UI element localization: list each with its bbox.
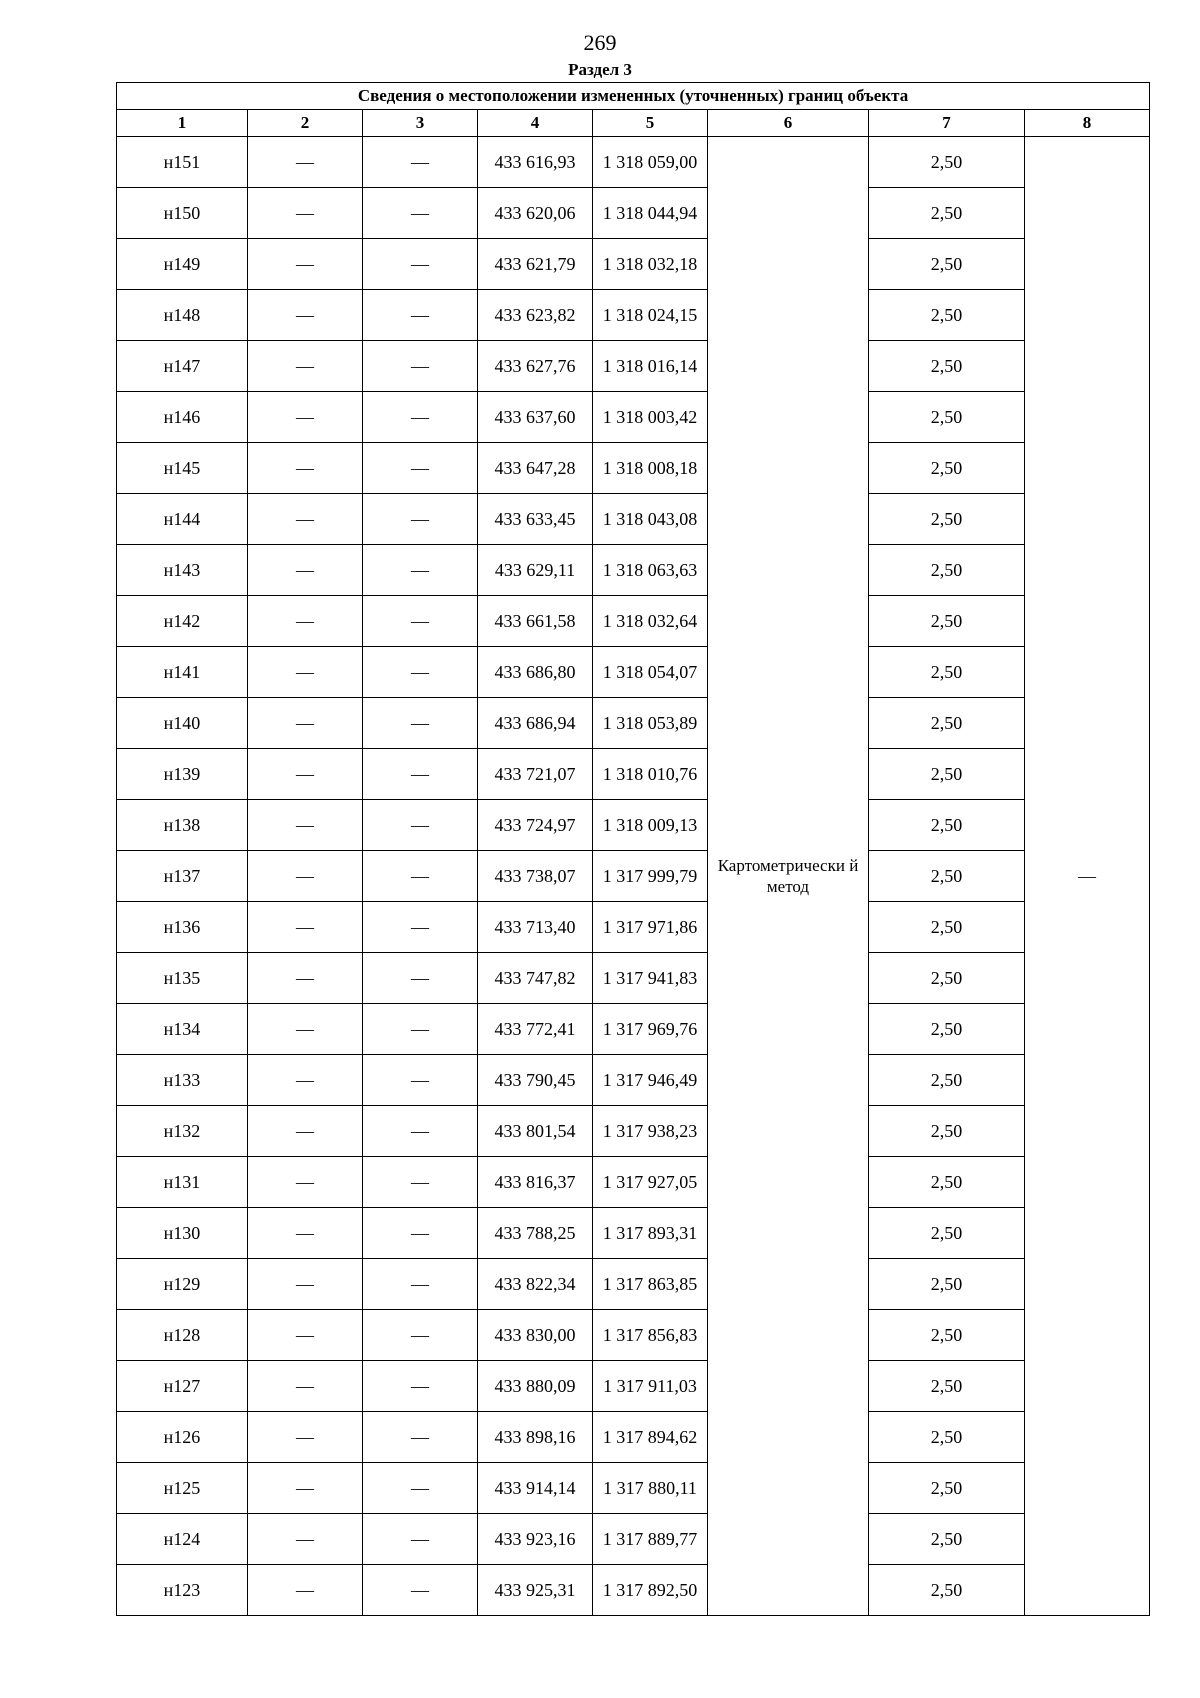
table-row — [117, 1361, 1150, 1412]
table-row — [117, 953, 1150, 1004]
accuracy-cell: 2,50 — [869, 800, 1025, 851]
table-row — [117, 596, 1150, 647]
col2-cell: — — [248, 851, 363, 902]
x-coordinate-cell: 433 790,45 — [478, 1055, 593, 1106]
point-id-cell: н131 — [117, 1157, 248, 1208]
y-coordinate-cell: 1 318 044,94 — [593, 188, 708, 239]
col3-cell: — — [363, 1412, 478, 1463]
column-number-row — [117, 110, 1150, 137]
accuracy-cell: 2,50 — [869, 137, 1025, 188]
col2-cell: — — [248, 1412, 363, 1463]
table-row — [117, 1259, 1150, 1310]
col2-cell: — — [248, 953, 363, 1004]
point-id-cell: н148 — [117, 290, 248, 341]
point-id-cell: н141 — [117, 647, 248, 698]
table-row — [117, 647, 1150, 698]
x-coordinate-cell: 433 801,54 — [478, 1106, 593, 1157]
y-coordinate-cell: 1 317 927,05 — [593, 1157, 708, 1208]
col2-cell: — — [248, 1055, 363, 1106]
col3-cell: — — [363, 1310, 478, 1361]
table-row — [117, 1514, 1150, 1565]
y-coordinate-cell: 1 318 024,15 — [593, 290, 708, 341]
accuracy-cell: 2,50 — [869, 698, 1025, 749]
col3-cell: — — [363, 698, 478, 749]
point-id-cell: н128 — [117, 1310, 248, 1361]
point-id-cell: н143 — [117, 545, 248, 596]
x-coordinate-cell: 433 620,06 — [478, 188, 593, 239]
table-row — [117, 1412, 1150, 1463]
col3-cell: — — [363, 1565, 478, 1616]
point-id-cell: н150 — [117, 188, 248, 239]
x-coordinate-cell: 433 686,80 — [478, 647, 593, 698]
accuracy-cell: 2,50 — [869, 1157, 1025, 1208]
column-number-7: 7 — [869, 110, 1025, 137]
point-id-cell: н140 — [117, 698, 248, 749]
y-coordinate-cell: 1 318 032,18 — [593, 239, 708, 290]
x-coordinate-cell: 433 627,76 — [478, 341, 593, 392]
col3-cell: — — [363, 1514, 478, 1565]
y-coordinate-cell: 1 317 863,85 — [593, 1259, 708, 1310]
table-row — [117, 1157, 1150, 1208]
column-number-2: 2 — [248, 110, 363, 137]
y-coordinate-cell: 1 317 999,79 — [593, 851, 708, 902]
accuracy-cell: 2,50 — [869, 851, 1025, 902]
table-row — [117, 1004, 1150, 1055]
x-coordinate-cell: 433 724,97 — [478, 800, 593, 851]
col2-cell: — — [248, 290, 363, 341]
accuracy-cell: 2,50 — [869, 239, 1025, 290]
point-id-cell: н129 — [117, 1259, 248, 1310]
y-coordinate-cell: 1 318 053,89 — [593, 698, 708, 749]
col2-cell: — — [248, 596, 363, 647]
column-number-5: 5 — [593, 110, 708, 137]
table-row — [117, 188, 1150, 239]
col3-cell: — — [363, 392, 478, 443]
accuracy-cell: 2,50 — [869, 596, 1025, 647]
y-coordinate-cell: 1 317 856,83 — [593, 1310, 708, 1361]
x-coordinate-cell: 433 914,14 — [478, 1463, 593, 1514]
col3-cell: — — [363, 851, 478, 902]
y-coordinate-cell: 1 317 946,49 — [593, 1055, 708, 1106]
y-coordinate-cell: 1 318 032,64 — [593, 596, 708, 647]
accuracy-cell: 2,50 — [869, 443, 1025, 494]
x-coordinate-cell: 433 925,31 — [478, 1565, 593, 1616]
col2-cell: — — [248, 698, 363, 749]
y-coordinate-cell: 1 318 008,18 — [593, 443, 708, 494]
table-row — [117, 1055, 1150, 1106]
point-id-cell: н137 — [117, 851, 248, 902]
y-coordinate-cell: 1 317 894,62 — [593, 1412, 708, 1463]
y-coordinate-cell: 1 318 063,63 — [593, 545, 708, 596]
table-row — [117, 341, 1150, 392]
point-id-cell: н127 — [117, 1361, 248, 1412]
accuracy-cell: 2,50 — [869, 341, 1025, 392]
table-caption: Сведения о местоположении измененных (уточненных) границ объекта — [117, 83, 1150, 110]
y-coordinate-cell: 1 318 054,07 — [593, 647, 708, 698]
col3-cell: — — [363, 494, 478, 545]
col2-cell: — — [248, 749, 363, 800]
y-coordinate-cell: 1 317 892,50 — [593, 1565, 708, 1616]
accuracy-cell: 2,50 — [869, 188, 1025, 239]
col2-cell: — — [248, 341, 363, 392]
col3-cell: — — [363, 1055, 478, 1106]
point-id-cell: н125 — [117, 1463, 248, 1514]
y-coordinate-cell: 1 317 971,86 — [593, 902, 708, 953]
col2-cell: — — [248, 1463, 363, 1514]
boundary-points-table — [116, 82, 1150, 1616]
col3-cell: — — [363, 545, 478, 596]
table-row — [117, 698, 1150, 749]
col2-cell: — — [248, 443, 363, 494]
col3-cell: — — [363, 290, 478, 341]
accuracy-cell: 2,50 — [869, 1055, 1025, 1106]
page-number: 269 — [583, 30, 617, 55]
col3-cell: — — [363, 1208, 478, 1259]
point-id-cell: н144 — [117, 494, 248, 545]
col2-cell: — — [248, 188, 363, 239]
col2-cell: — — [248, 545, 363, 596]
point-id-cell: н142 — [117, 596, 248, 647]
col3-cell: — — [363, 647, 478, 698]
col3-cell: — — [363, 953, 478, 1004]
point-id-cell: н151 — [117, 137, 248, 188]
col3-cell: — — [363, 443, 478, 494]
col2-cell: — — [248, 1259, 363, 1310]
y-coordinate-cell: 1 317 893,31 — [593, 1208, 708, 1259]
accuracy-cell: 2,50 — [869, 902, 1025, 953]
accuracy-cell: 2,50 — [869, 1259, 1025, 1310]
y-coordinate-cell: 1 317 911,03 — [593, 1361, 708, 1412]
x-coordinate-cell: 433 738,07 — [478, 851, 593, 902]
x-coordinate-cell: 433 713,40 — [478, 902, 593, 953]
x-coordinate-cell: 433 621,79 — [478, 239, 593, 290]
col2-cell: — — [248, 1004, 363, 1055]
col3-cell: — — [363, 749, 478, 800]
table-row — [117, 494, 1150, 545]
accuracy-cell: 2,50 — [869, 1412, 1025, 1463]
x-coordinate-cell: 433 661,58 — [478, 596, 593, 647]
col2-cell: — — [248, 1565, 363, 1616]
x-coordinate-cell: 433 898,16 — [478, 1412, 593, 1463]
x-coordinate-cell: 433 880,09 — [478, 1361, 593, 1412]
x-coordinate-cell: 433 647,28 — [478, 443, 593, 494]
x-coordinate-cell: 433 772,41 — [478, 1004, 593, 1055]
col3-cell: — — [363, 341, 478, 392]
point-id-cell: н145 — [117, 443, 248, 494]
table-row — [117, 1208, 1150, 1259]
table-row — [117, 800, 1150, 851]
accuracy-cell: 2,50 — [869, 1361, 1025, 1412]
table-row — [117, 1106, 1150, 1157]
y-coordinate-cell: 1 318 003,42 — [593, 392, 708, 443]
table-row — [117, 392, 1150, 443]
col2-cell: — — [248, 1157, 363, 1208]
col2-cell: — — [248, 1208, 363, 1259]
col3-cell: — — [363, 188, 478, 239]
y-coordinate-cell: 1 318 043,08 — [593, 494, 708, 545]
accuracy-cell: 2,50 — [869, 392, 1025, 443]
x-coordinate-cell: 433 616,93 — [478, 137, 593, 188]
col2-cell: — — [248, 800, 363, 851]
table-row — [117, 545, 1150, 596]
accuracy-cell: 2,50 — [869, 290, 1025, 341]
column-number-8: 8 — [1025, 110, 1150, 137]
accuracy-cell: 2,50 — [869, 647, 1025, 698]
col3-cell: — — [363, 1259, 478, 1310]
col3-cell: — — [363, 1463, 478, 1514]
point-id-cell: н139 — [117, 749, 248, 800]
y-coordinate-cell: 1 318 016,14 — [593, 341, 708, 392]
point-id-cell: н130 — [117, 1208, 248, 1259]
col3-cell: — — [363, 902, 478, 953]
point-id-cell: н146 — [117, 392, 248, 443]
point-id-cell: н126 — [117, 1412, 248, 1463]
table-row — [117, 851, 1150, 902]
x-coordinate-cell: 433 830,00 — [478, 1310, 593, 1361]
point-id-cell: н147 — [117, 341, 248, 392]
col2-cell: — — [248, 239, 363, 290]
col3-cell: — — [363, 137, 478, 188]
accuracy-cell: 2,50 — [869, 749, 1025, 800]
table-row — [117, 1310, 1150, 1361]
y-coordinate-cell: 1 317 938,23 — [593, 1106, 708, 1157]
x-coordinate-cell: 433 923,16 — [478, 1514, 593, 1565]
accuracy-cell: 2,50 — [869, 1106, 1025, 1157]
x-coordinate-cell: 433 686,94 — [478, 698, 593, 749]
col2-cell: — — [248, 392, 363, 443]
y-coordinate-cell: 1 318 010,76 — [593, 749, 708, 800]
y-coordinate-cell: 1 318 009,13 — [593, 800, 708, 851]
x-coordinate-cell: 433 816,37 — [478, 1157, 593, 1208]
accuracy-cell: 2,50 — [869, 494, 1025, 545]
accuracy-cell: 2,50 — [869, 1208, 1025, 1259]
accuracy-cell: 2,50 — [869, 953, 1025, 1004]
table-body — [117, 137, 1150, 1616]
table-row — [117, 137, 1150, 188]
col2-cell: — — [248, 1514, 363, 1565]
col3-cell: — — [363, 1106, 478, 1157]
col3-cell: — — [363, 1157, 478, 1208]
point-id-cell: н136 — [117, 902, 248, 953]
col2-cell: — — [248, 902, 363, 953]
x-coordinate-cell: 433 623,82 — [478, 290, 593, 341]
col3-cell: — — [363, 1004, 478, 1055]
x-coordinate-cell: 433 788,25 — [478, 1208, 593, 1259]
table-row — [117, 1463, 1150, 1514]
y-coordinate-cell: 1 317 880,11 — [593, 1463, 708, 1514]
point-id-cell: н124 — [117, 1514, 248, 1565]
x-coordinate-cell: 433 633,45 — [478, 494, 593, 545]
accuracy-cell: 2,50 — [869, 1463, 1025, 1514]
x-coordinate-cell: 433 637,60 — [478, 392, 593, 443]
col2-cell: — — [248, 494, 363, 545]
col2-cell: — — [248, 1310, 363, 1361]
col3-cell: — — [363, 239, 478, 290]
section-title: Раздел 3 — [568, 60, 632, 79]
point-id-cell: н149 — [117, 239, 248, 290]
table-row — [117, 443, 1150, 494]
x-coordinate-cell: 433 721,07 — [478, 749, 593, 800]
column-number-4: 4 — [478, 110, 593, 137]
point-id-cell: н134 — [117, 1004, 248, 1055]
col2-cell: — — [248, 137, 363, 188]
x-coordinate-cell: 433 629,11 — [478, 545, 593, 596]
column-number-6: 6 — [708, 110, 869, 137]
table-row — [117, 1565, 1150, 1616]
col2-cell: — — [248, 1361, 363, 1412]
y-coordinate-cell: 1 317 889,77 — [593, 1514, 708, 1565]
accuracy-cell: 2,50 — [869, 1310, 1025, 1361]
point-id-cell: н123 — [117, 1565, 248, 1616]
column-number-1: 1 — [117, 110, 248, 137]
accuracy-cell: 2,50 — [869, 1514, 1025, 1565]
table-row — [117, 239, 1150, 290]
point-id-cell: н133 — [117, 1055, 248, 1106]
col3-cell: — — [363, 800, 478, 851]
y-coordinate-cell: 1 317 969,76 — [593, 1004, 708, 1055]
col2-cell: — — [248, 647, 363, 698]
point-id-cell: н135 — [117, 953, 248, 1004]
y-coordinate-cell: 1 318 059,00 — [593, 137, 708, 188]
accuracy-cell: 2,50 — [869, 545, 1025, 596]
table-row — [117, 902, 1150, 953]
method-cell: Картометрически й метод — [708, 137, 869, 1616]
x-coordinate-cell: 433 747,82 — [478, 953, 593, 1004]
column-number-3: 3 — [363, 110, 478, 137]
point-id-cell: н132 — [117, 1106, 248, 1157]
table-row — [117, 290, 1150, 341]
x-coordinate-cell: 433 822,34 — [478, 1259, 593, 1310]
col3-cell: — — [363, 596, 478, 647]
y-coordinate-cell: 1 317 941,83 — [593, 953, 708, 1004]
col2-cell: — — [248, 1106, 363, 1157]
table-row — [117, 749, 1150, 800]
accuracy-cell: 2,50 — [869, 1004, 1025, 1055]
col3-cell: — — [363, 1361, 478, 1412]
col8-cell: — — [1025, 137, 1150, 1616]
point-id-cell: н138 — [117, 800, 248, 851]
accuracy-cell: 2,50 — [869, 1565, 1025, 1616]
